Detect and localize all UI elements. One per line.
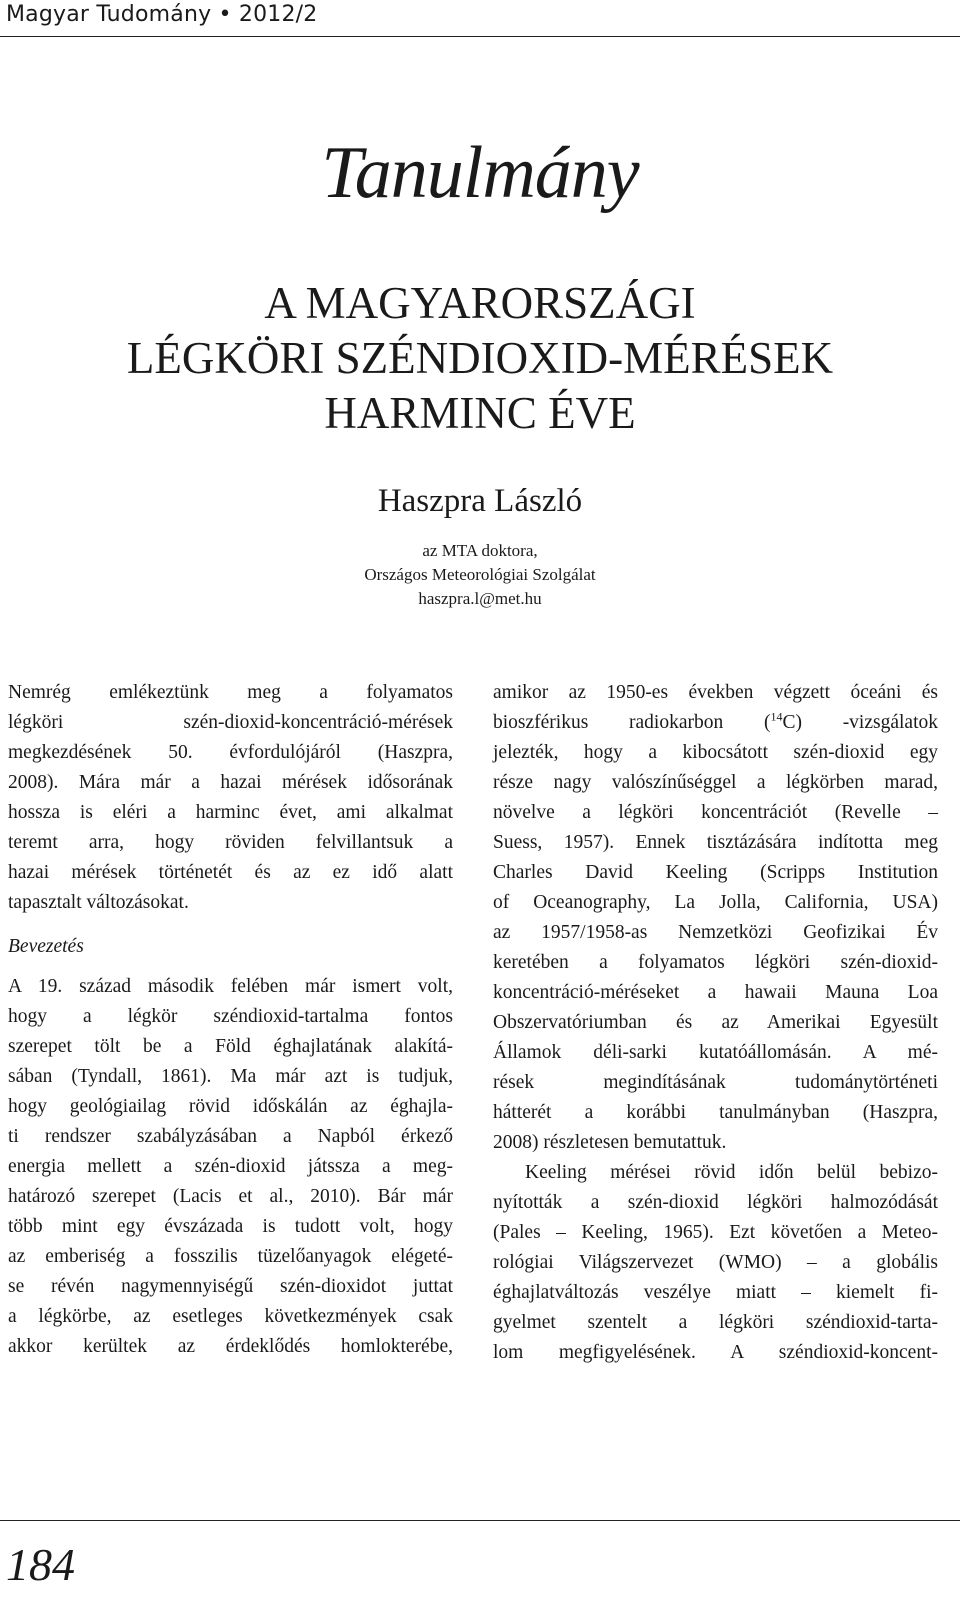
body-paragraph	[493, 678, 938, 1158]
body-line: gyelmet szentelt a légköri széndioxid-tarta-	[493, 1312, 938, 1333]
body-line: része nagy valószínűséggel a légkörben marad,	[493, 772, 938, 793]
right-column	[493, 678, 938, 1368]
body-line: rológiai Világszervezet (WMO) – a globális	[493, 1252, 938, 1273]
author-email: haszpra.l@met.hu	[418, 589, 542, 608]
body-line: akkor kerültek az érdeklődés homlokterébe,	[8, 1336, 453, 1357]
affiliation-degree: az MTA doktora,	[422, 541, 538, 560]
abstract-line: hossza is eléri a harminc évet, ami alkalmat	[8, 802, 453, 823]
body-text-fragment: C) -vizsgálatok	[782, 712, 938, 733]
body-line: az emberiség a fosszilis tüzelőanyagok elégeté-	[8, 1246, 453, 1267]
body-line: hogy geológiailag rövid időskálán az éghajla-	[8, 1096, 453, 1117]
body-line: több mint egy évszázada is tudott volt, hogy	[8, 1216, 453, 1237]
title-line: HARMINC ÉVE	[324, 388, 636, 438]
abstract	[8, 678, 453, 918]
body-line: Államok déli-sarki kutatóállomásán. A mé-	[493, 1042, 938, 1063]
left-column	[8, 678, 453, 1362]
body-line: szerepet tölt be a Föld éghajlatának alakítá-	[8, 1036, 453, 1057]
body-line: növelve a légköri koncentrációt (Revelle –	[493, 802, 938, 823]
body-line: amikor az 1950-es években végzett óceáni és	[493, 682, 938, 703]
body-line: Charles David Keeling (Scripps Institution	[493, 862, 938, 883]
body-line: lom megfigyelésének. A széndioxid-koncent-	[493, 1342, 938, 1363]
body-line: (Pales – Keeling, 1965). Ezt követően a Meteo-	[493, 1222, 938, 1243]
article-title	[0, 276, 960, 441]
abstract-line: légköri szén-dioxid-koncentráció-mérések	[8, 712, 453, 733]
body-line: nyították a szén-dioxid légköri halmozódását	[493, 1192, 938, 1213]
body-line	[493, 708, 938, 738]
body-line: határozó szerepet (Lacis et al., 2010). Bár már	[8, 1186, 453, 1207]
body-line: Obszervatóriumban és az Amerikai Egyesült	[493, 1012, 938, 1033]
journal-issue: Magyar Tudomány • 2012/2	[6, 2, 318, 27]
body-line: of Oceanography, La Jolla, California, USA)	[493, 892, 938, 913]
body-paragraph	[8, 972, 453, 1362]
body-line: rések megindításának tudománytörténeti	[493, 1072, 938, 1093]
body-line: 2008) részletesen bemutattuk.	[493, 1132, 727, 1153]
abstract-line: Nemrég emlékeztünk meg a folyamatos	[8, 682, 453, 703]
page-number: 184	[6, 1539, 75, 1590]
body-line: az 1957/1958-as Nemzetközi Geofizikai Év	[493, 922, 938, 943]
body-line: Keeling mérései rövid időn belül bebizo-	[525, 1162, 938, 1183]
body-line: sában (Tyndall, 1861). Ma már azt is tudjuk,	[8, 1066, 453, 1087]
body-line: energia mellett a szén-dioxid játssza a meg-	[8, 1156, 453, 1177]
body-line: hogy a légkör széndioxid-tartalma fontos	[8, 1006, 453, 1027]
body-paragraph	[493, 1158, 938, 1368]
section-label: Tanulmány	[321, 132, 639, 214]
body-line: jelezték, hogy a kibocsátott szén-dioxid egy	[493, 742, 938, 763]
body-line: keretében a folyamatos légköri szén-dioxid-	[493, 952, 938, 973]
affiliation-institution: Országos Meteorológiai Szolgálat	[364, 565, 596, 584]
body-line: ti rendszer szabályzásában a Napból érkező	[8, 1126, 453, 1147]
body-line: a légkörbe, az esetleges következmények csak	[8, 1306, 453, 1327]
author-name: Haszpra László	[377, 483, 583, 519]
abstract-line: 2008). Mára már a hazai mérések idősorának	[8, 772, 453, 793]
title-line: A MAGYARORSZÁGI	[264, 278, 696, 328]
author-affiliation	[0, 539, 960, 611]
title-line: LÉGKÖRI SZÉNDIOXID-MÉRÉSEK	[126, 333, 834, 383]
footer-rule	[0, 1520, 960, 1521]
isotope-superscript: 14	[770, 709, 783, 724]
abstract-line: teremt arra, hogy röviden felvillantsuk a	[8, 832, 453, 853]
subheading-introduction: Bevezetés	[8, 936, 84, 957]
abstract-line: tapasztalt változásokat.	[8, 892, 189, 913]
body-line: éghajlatváltozás veszélye miatt – kiemelt fi-	[493, 1282, 938, 1303]
body-line: hátterét a korábbi tanulmányban (Haszpra,	[493, 1102, 938, 1123]
body-line: koncentráció-méréseket a hawaii Mauna Loa	[493, 982, 938, 1003]
body-line: se révén nagymennyiségű szén-dioxidot juttat	[8, 1276, 453, 1297]
abstract-line: hazai mérések történetét és az ez idő alatt	[8, 862, 453, 883]
running-header	[0, 0, 960, 37]
abstract-line: megkezdésének 50. évfordulójáról (Haszpra,	[8, 742, 453, 763]
body-text-fragment: bioszférikus radiokarbon (	[493, 712, 771, 733]
body-line: A 19. század második felében már ismert volt,	[8, 976, 453, 997]
body-line: Suess, 1957). Ennek tisztázására indította meg	[493, 832, 938, 853]
